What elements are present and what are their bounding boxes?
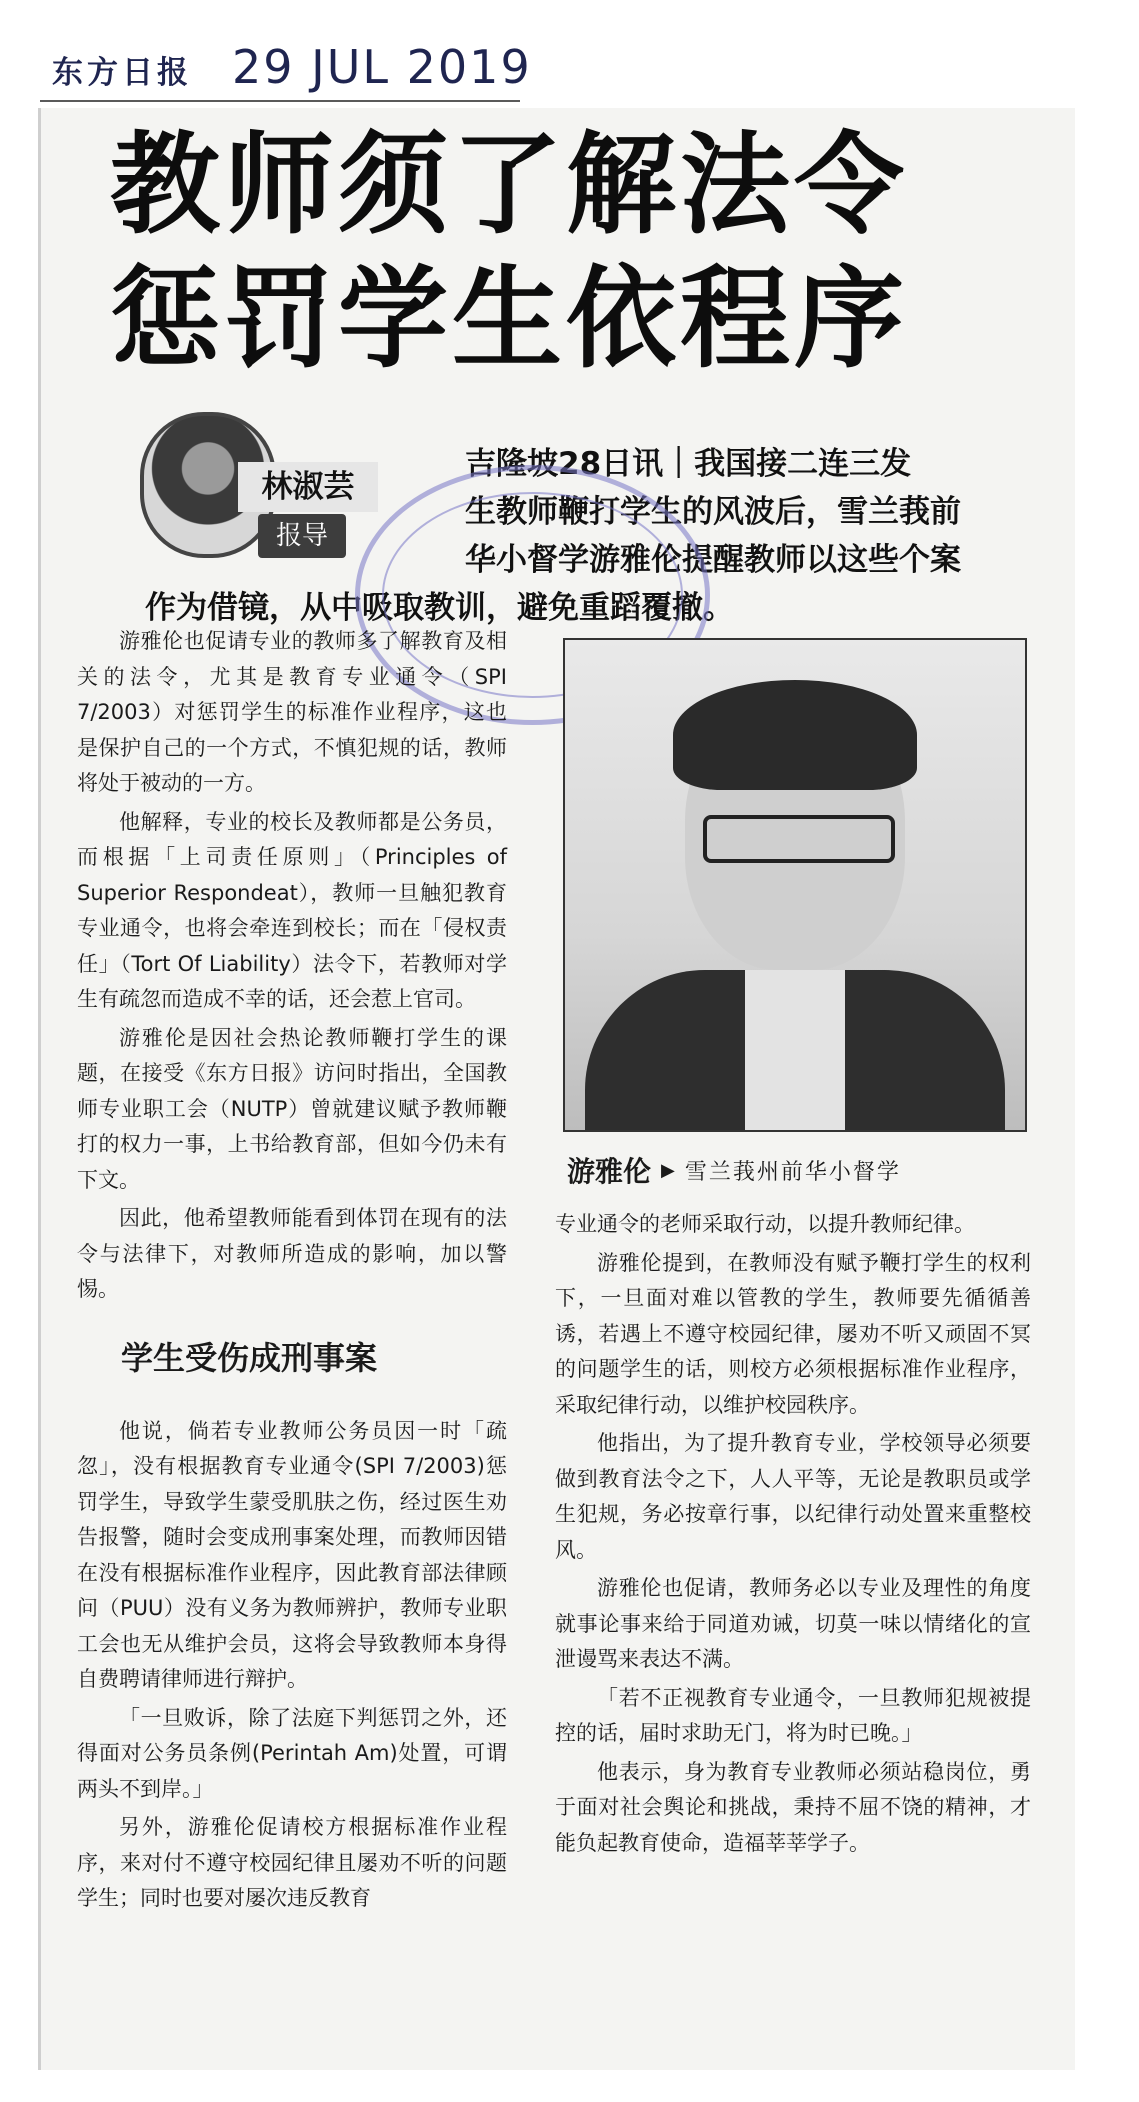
caption-arrow-icon: ▶ xyxy=(661,1159,675,1181)
newspaper-name: 东方日报 xyxy=(52,55,192,91)
portrait-photo xyxy=(563,638,1027,1132)
photo-collar-shape xyxy=(745,970,845,1132)
photo-glasses-shape xyxy=(703,815,895,863)
paragraph: 专业通令的老师采取行动，以提升教师纪律。 xyxy=(555,1212,975,1236)
headline xyxy=(110,118,1010,386)
paragraph: 游雅伦也促请，教师务必以专业及理性的角度就事论事来给于同道劝诫，切莫一味以情绪化的宣泄谩骂来表达不满。 xyxy=(555,1576,1031,1671)
paragraph: 他解释，专业的校长及教师都是公务员，而根据「上司责任原则」（Principles of Superior Respondeat），教师一旦触犯教育专业通令，也将会牵连到校长；而在「侵权责任」（Tort Of Liability）法令下，若教师对学生有疏忽而造成不幸的话，还会惹上官司。 xyxy=(77,809,507,1011)
reporter-tag: 报导 xyxy=(258,514,346,558)
paragraph: 因此，他希望教师能看到体罚在现有的法令与法律下，对教师所造成的影响，加以警惕。 xyxy=(77,1206,507,1301)
publication-date: 29 JUL 2019 xyxy=(232,40,532,94)
paragraph: 「一旦败诉，除了法庭下判惩罚之外，还得面对公务员条例(Perintah Am)处置，可谓两头不到岸。」 xyxy=(77,1705,507,1801)
dateline: 吉隆坡28日讯｜ xyxy=(465,446,695,482)
photo-caption xyxy=(567,1150,1037,1190)
paragraph: 游雅伦也促请专业的教师多了解教育及相关的法令，尤其是教育专业通令（SPI 7/2003）对惩罚学生的标准作业程序，这也是保护自己的一个方式，不慎犯规的话，教师将处于被动的一方。 xyxy=(77,629,507,795)
lede-line-3: 华小督学游雅伦提醒教师以这些个案 xyxy=(465,542,961,578)
reporter-name: 林淑芸 xyxy=(238,462,378,512)
paragraph: 另外，游雅伦促请校方根据标准作业程序，来对付不遵守校园纪律且屡劝不听的问题学生；同时也要对屡次违反教育 xyxy=(77,1815,507,1910)
caption-name: 游雅伦 xyxy=(567,1155,652,1188)
headline-line-2: 惩罚学生依程序 xyxy=(110,255,908,383)
caption-text: 雪兰莪州前华小督学 xyxy=(684,1159,901,1185)
headline-line-1: 教师须了解法令 xyxy=(110,121,908,249)
subheading: 学生受伤成刑事案 xyxy=(121,1338,378,1377)
masthead-rule xyxy=(40,100,520,102)
paragraph: 游雅伦提到，在教师没有赋予鞭打学生的权利下，一旦面对难以管教的学生，教师要先循循善诱，若遇上不遵守校园纪律，屡劝不听又顽固不冥的问题学生的话，则校方必须根据标准作业程序，采取纪律行动，以维护校园秩序。 xyxy=(555,1250,1031,1417)
paragraph: 他指出，为了提升教育专业，学校领导必须要做到教育法令之下，人人平等，无论是教职员或学生犯规，务必按章行事，以纪律行动处置来重整校风。 xyxy=(555,1431,1031,1562)
paragraph: 他说，倘若专业教师公务员因一时「疏忽」，没有根据教育专业通令(SPI 7/2003)惩罚学生，导致学生蒙受肌肤之伤，经过医生劝告报警，随时会变成刑事案处理，而教师因错在没有根据标准作业程序，因此教育部法律顾问（PUU）没有义务为教师辨护，教师专业职工会也无从维护会员，这将会导致教师本身得自费聘请律师进行辩护。 xyxy=(77,1418,507,1691)
masthead xyxy=(52,40,532,94)
lede-line-1: 我国接二连三发 xyxy=(694,446,912,482)
left-column xyxy=(77,624,507,1920)
paragraph: 「若不正视教育专业通令，一旦教师犯规被提控的话，届时求助无门，将为时已晚。」 xyxy=(555,1685,1031,1745)
photo-hair-shape xyxy=(673,680,917,790)
lede-line-4: 作为借镜，从中吸取教训，避免重蹈覆撤。 xyxy=(145,590,734,626)
paragraph: 他表示，身为教育专业教师必须站稳岗位，勇于面对社会舆论和挑战，秉持不屈不饶的精神，才能负起教育使命，造福莘莘学子。 xyxy=(555,1759,1031,1855)
paragraph: 游雅伦是因社会热论教师鞭打学生的课题，在接受《东方日报》访问时指出，全国教师专业职工会（NUTP）曾就建议赋予教师鞭打的权力一事，上书给教育部，但如今仍未有下文。 xyxy=(77,1025,507,1192)
right-column xyxy=(555,1207,1031,1864)
lede-line-2: 生教师鞭打学生的风波后，雪兰莪前 xyxy=(465,494,961,530)
